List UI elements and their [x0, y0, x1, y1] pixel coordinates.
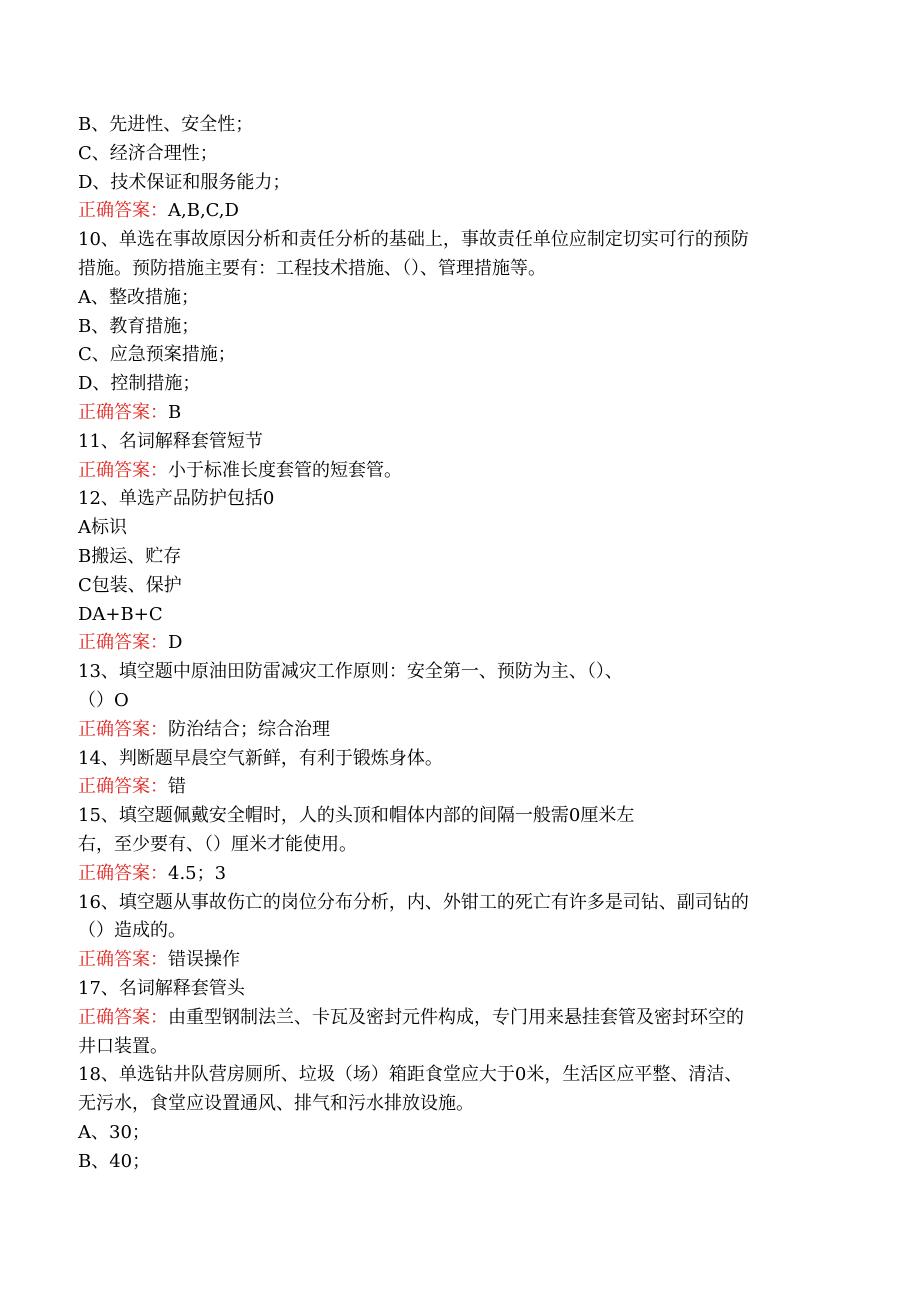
answer-value: 4.5；3 [168, 862, 227, 884]
answer-value: D [168, 632, 183, 654]
text-line: 15、填空题佩戴安全帽时，人的头顶和帽体内部的间隔一般需0厘米左 [78, 805, 635, 827]
text-line: 16、填空题从事故伤亡的岗位分布分析，内、外钳工的死亡有许多是司钻、副司钻的 [78, 891, 749, 913]
answer-label: 正确答案： [78, 862, 168, 884]
text-line: 10、单选在事故原因分析和责任分析的基础上，事故责任单位应制定切实可行的预防 [78, 229, 749, 251]
text-line: B、40； [78, 1150, 151, 1172]
text-line: D、技术保证和服务能力； [78, 171, 291, 193]
answer-label: 正确答案： [78, 776, 168, 798]
answer-value: B [168, 401, 182, 423]
text-line: C包装、保护 [78, 574, 182, 596]
text-line: C、应急预案措施； [78, 344, 236, 366]
text-line: 14、判断题早晨空气新鲜，有利于锻炼身体。 [78, 747, 443, 769]
text-line: 13、填空题中原油田防雷减灾工作原则：安全第一、预防为主、（）、 [78, 661, 623, 683]
text-line: B、教育措施； [78, 315, 200, 337]
answer-line [78, 629, 848, 658]
answer-line [78, 716, 848, 745]
text-line: B搬运、贮存 [78, 545, 182, 567]
text-line: 11、名词解释套管短节 [78, 430, 263, 452]
document-body [78, 111, 848, 1176]
answer-value: 错 [168, 776, 186, 798]
text-line: A、30； [78, 1121, 150, 1143]
text-line: 措施。预防措施主要有：工程技术措施、（）、管理措施等。 [78, 257, 546, 279]
answer-line [78, 197, 848, 226]
answer-value: 防治结合；综合治理 [168, 718, 330, 740]
answer-label: 正确答案： [78, 1006, 168, 1028]
text-line: B、先进性、安全性； [78, 114, 254, 135]
text-line: 18、单选钻井队营房厕所、垃圾（场）箱距食堂应大于0米，生活区应平整、清洁、 [78, 1064, 743, 1086]
answer-label: 正确答案： [78, 200, 168, 222]
text-line: 12、单选产品防护包括0 [78, 488, 275, 510]
text-line: （）造成的。 [78, 920, 186, 942]
answer-label: 正确答案： [78, 459, 168, 481]
text-line: 井口装置。 [78, 1035, 168, 1057]
answer-line [78, 457, 848, 486]
answer-line [78, 773, 848, 802]
answer-label: 正确答案： [78, 401, 168, 423]
text-line: 右，至少要有、（）厘米才能使用。 [78, 833, 357, 855]
text-line: C、经济合理性； [78, 142, 218, 164]
answer-line [78, 399, 848, 428]
text-line: （）O [78, 689, 129, 711]
text-line: D、控制措施； [78, 373, 201, 395]
text-line: A、整改措施； [78, 286, 199, 308]
answer-value: 小于标准长度套管的短套管。 [168, 459, 402, 481]
text-line: 17、名词解释套管头 [78, 977, 245, 999]
text-line: A标识 [78, 517, 127, 539]
answer-line [78, 946, 848, 975]
answer-line [78, 860, 848, 889]
answer-label: 正确答案： [78, 632, 168, 654]
answer-label: 正确答案： [78, 949, 168, 971]
answer-label: 正确答案： [78, 718, 168, 740]
answer-value: 错误操作 [168, 949, 240, 971]
answer-value: 由重型钢制法兰、卡瓦及密封元件构成，专门用来悬挂套管及密封环空的 [168, 1006, 744, 1028]
answer-value: A,B,C,D [168, 200, 239, 222]
text-line: DA+B+C [78, 603, 163, 625]
answer-line [78, 1004, 848, 1033]
text-line: 无污水，食堂应设置通风、排气和污水排放设施。 [78, 1093, 474, 1115]
